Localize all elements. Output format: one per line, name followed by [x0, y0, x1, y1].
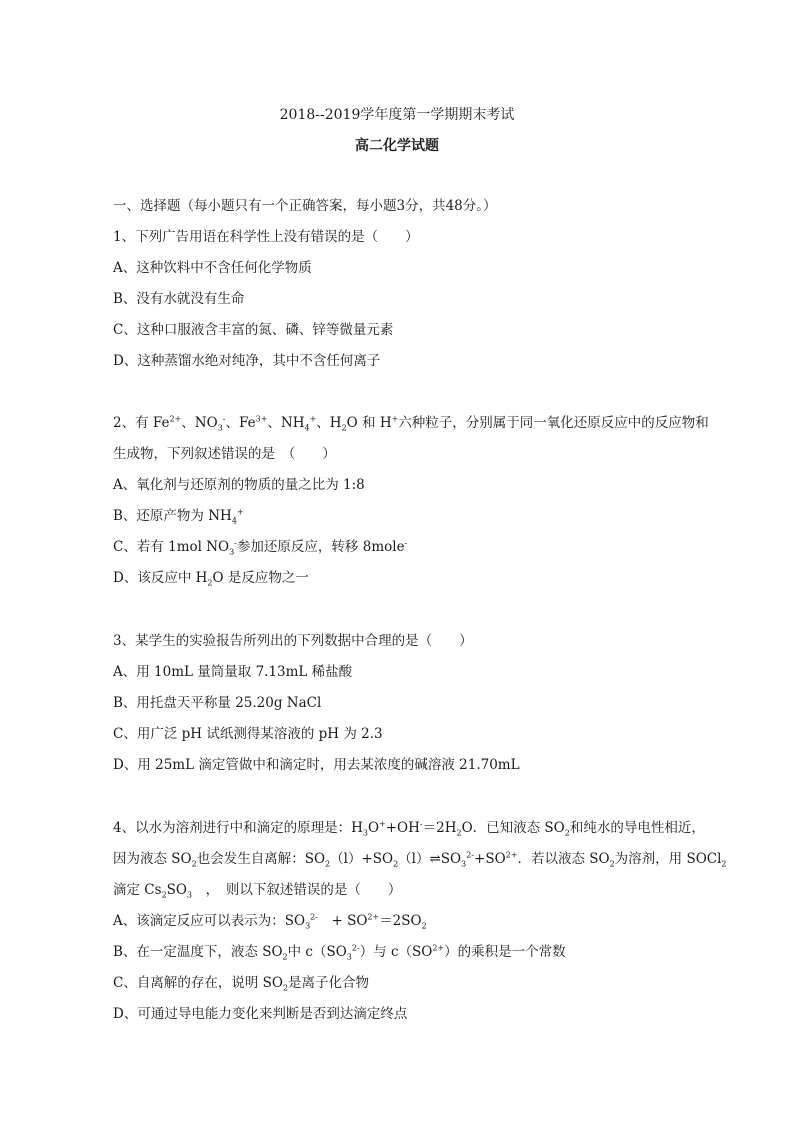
q3-option-a: A、用 10mL 量筒量取 7.13mL 稀盐酸: [113, 664, 353, 680]
q4-option-c: C、自离解的存在，说明 $SO_2$是离子化合物: [113, 975, 370, 993]
q1-stem: 1、下列广告用语在科学性上没有错误的是（ ）: [113, 229, 419, 245]
q3-stem: 3、某学生的实验报告所列出的下列数据中合理的是（ ）: [113, 633, 473, 649]
q3-option-c: C、用广泛 pH 试纸测得某溶液的 pH 为 2.3: [113, 726, 383, 742]
q2-option-d: D、该反应中 $H_2O$ 是反应物之一: [113, 570, 309, 588]
q4-option-d: D、可通过导电能力变化来判断是否到达滴定终点: [113, 1006, 408, 1022]
q2-stem-line2: 生成物，下列叙述错误的是 （ ）: [113, 446, 336, 462]
q1-option-c: C、这种口服液含丰富的氮、磷、锌等微量元素: [113, 322, 394, 338]
q4-stem-line1: 4、以水为溶剂进行中和滴定的原理是：$H_3O^++OH^-=2H_2O$．已知液态 $SO_2$和纯水的导电性相近，: [113, 819, 705, 838]
q3-option-b: B、用托盘天平称量 25.20g NaCl: [113, 695, 322, 711]
q1-option-b: B、没有水就没有生命: [113, 291, 245, 307]
q2-option-c: C、若有 1mol $NO_3^-$参加还原反应，转移 8mole-: [113, 538, 408, 557]
q4-stem-line3: 滴定 $Cs_2SO_3$ ， 则以下叙述错误的是（ ）: [113, 882, 402, 900]
q4-option-b: B、在一定温度下，液态 $SO_2$中 $c(SO_3^{2-})$与 $c(SO^{2+})$的乘积是一个常数: [113, 943, 566, 962]
q3-option-d: D、用 25mL 滴定管做中和滴定时，用去某浓度的碱溶液 21.70mL: [113, 757, 520, 773]
section-heading: 一、选择题（每小题只有一个正确答案，每小题3分，共48分。）: [113, 198, 497, 214]
q2-stem: 2、有 $Fe^{2+}$、$NO_3^-$、$Fe^{3+}$、$NH_4^+$、$H_2O$ 和 H+六种粒子，分别属于同一氧化还原反应中的反应物和: [113, 414, 709, 433]
q2-option-b: B、还原产物为 $NH_4^+$: [113, 507, 244, 526]
q4-stem-line2: 因为液态 $SO_2$也会发生自离解：$SO_2(l)+SO_2(l)\rightleftharpoons SO_3^{2-}+SO^{2+}$．若以液态 $SO_2$为溶剂，用 SOCl$_2$: [113, 850, 727, 869]
q1-option-a: A、这种饮料中不含任何化学物质: [113, 260, 312, 276]
q1-option-d: D、这种蒸馏水绝对纯净，其中不含任何离子: [113, 353, 381, 369]
q4-option-a: A、该滴定反应可以表示为：$SO_3^{2-}$ + $SO^{2+}=2SO_2$: [113, 912, 427, 931]
q2-option-a: A、氧化剂与还原剂的物质的量之比为 1:8: [113, 477, 365, 493]
subject-title: 高二化学试题: [355, 138, 439, 154]
exam-title: 2018--2019学年度第一学期期末考试: [279, 107, 515, 123]
